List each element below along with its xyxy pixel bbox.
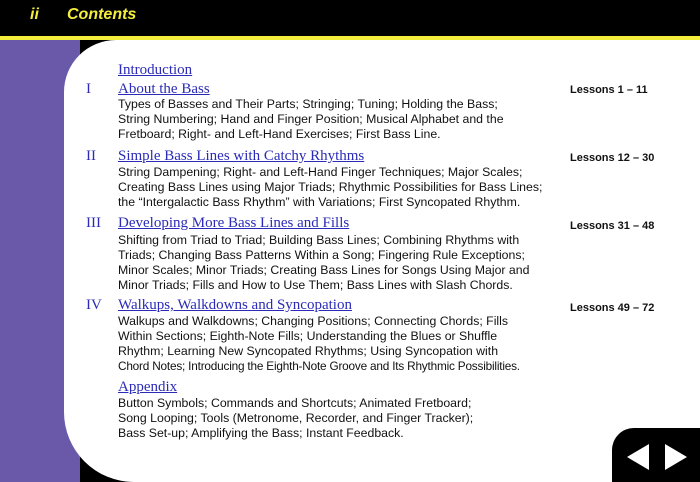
description-line: Minor Triads; Fills and How to Use Them; Bass Lines with Slash Chords. (118, 278, 513, 292)
header-bar (0, 0, 700, 34)
description-line: Rhythm; Learning New Syncopated Rhythms; Using Syncopation with (118, 344, 499, 358)
description-line: Chord Notes; Introducing the Eighth-Note Groove and Its Rhythmic Possibilities. (118, 359, 520, 373)
section-description (118, 233, 563, 293)
section-title-link[interactable]: About the Bass (118, 81, 210, 97)
appendix-description (118, 396, 563, 441)
description-line: Creating Bass Lines using Major Triads; Rhythmic Possibilities for Bass Lines; (118, 180, 543, 194)
description-line: Song Looping; Tools (Metronome, Recorder, and Finger Tracker); (118, 411, 474, 425)
section-description (118, 165, 563, 210)
description-line: Shifting from Triad to Triad; Building Bass Lines; Combining Rhythms with (118, 233, 520, 247)
triangle-right-icon[interactable] (665, 444, 687, 470)
section-description (118, 314, 563, 374)
lesson-range: Lessons 49 – 72 (570, 302, 655, 314)
page-title: Contents (67, 6, 137, 23)
introduction-link[interactable]: Introduction (118, 62, 193, 78)
lesson-range: Lessons 12 – 30 (570, 152, 655, 164)
section-numeral: IV (86, 297, 102, 313)
description-line: Triads; Changing Bass Patterns Within a Song; Fingering Rule Exceptions; (118, 248, 525, 262)
description-line: Types of Basses and Their Parts; Stringing; Tuning; Holding the Bass; (118, 97, 498, 111)
description-line: Walkups and Walkdowns; Changing Positions; Connecting Chords; Fills (118, 314, 509, 328)
description-line: String Numbering; Hand and Finger Position; Musical Alphabet and the (118, 112, 504, 126)
page-number: ii (30, 6, 39, 23)
lesson-range: Lessons 31 – 48 (570, 220, 655, 232)
description-line: Minor Scales; Minor Triads; Creating Bass Lines for Songs Using Major and (118, 263, 530, 277)
section-title-link[interactable]: Developing More Bass Lines and Fills (118, 215, 350, 231)
section-description (118, 97, 563, 142)
description-line: String Dampening; Right- and Left-Hand Finger Techniques; Major Scales; (118, 165, 523, 179)
description-line: Button Symbols; Commands and Shortcuts; Animated Fretboard; (118, 396, 472, 410)
description-line: Within Sections; Eighth-Note Fills; Understanding the Blues or Shuffle (118, 329, 498, 343)
section-numeral: I (86, 81, 91, 97)
appendix-link[interactable]: Appendix (118, 379, 178, 395)
section-numeral: II (86, 148, 96, 164)
description-line: the “Intergalactic Bass Rhythm” with Variations; First Syncopated Rhythm. (118, 195, 521, 209)
description-line: Bass Set-up; Amplifying the Bass; Instant Feedback. (118, 426, 404, 440)
lesson-range: Lessons 1 – 11 (570, 84, 648, 96)
section-title-link[interactable]: Walkups, Walkdowns and Syncopation (118, 297, 352, 313)
section-numeral: III (86, 215, 101, 231)
section-title-link[interactable]: Simple Bass Lines with Catchy Rhythms (118, 148, 365, 164)
description-line: Fretboard; Right- and Left-Hand Exercises; First Bass Line. (118, 127, 441, 141)
triangle-left-icon[interactable] (627, 444, 649, 470)
